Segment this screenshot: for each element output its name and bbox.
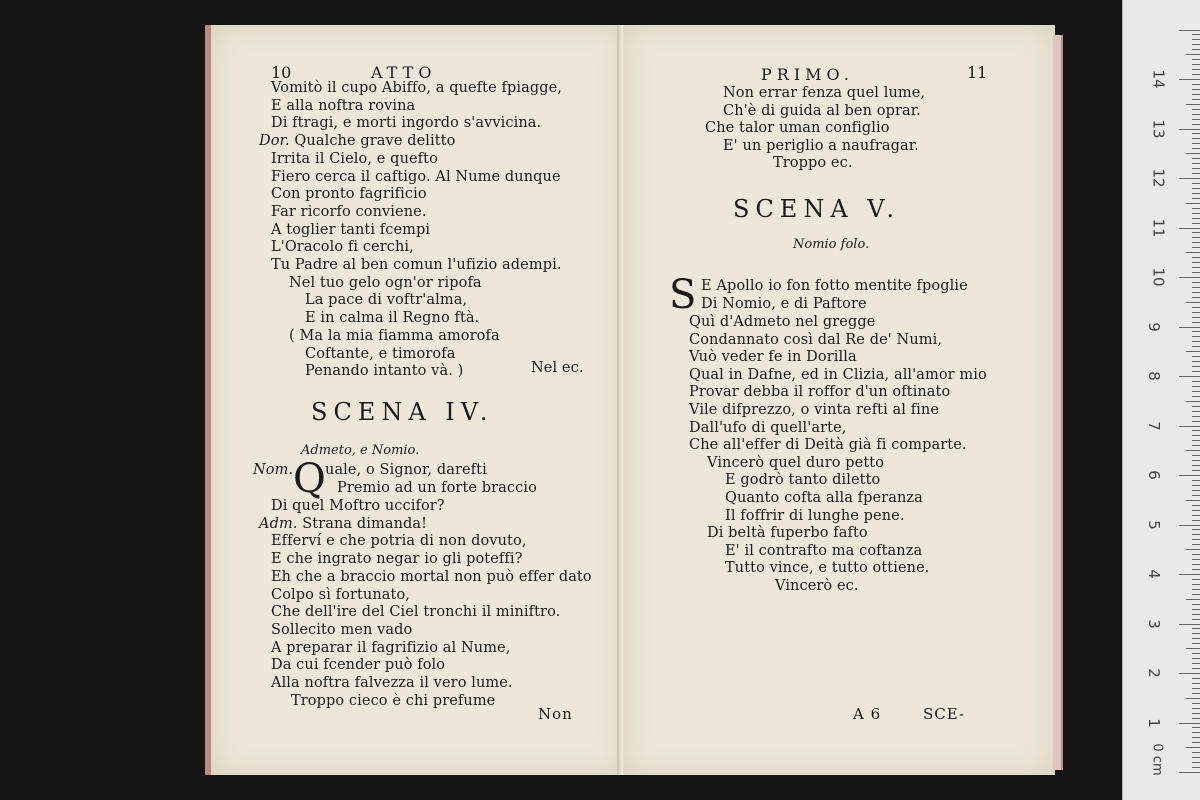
right-bottom-line [725,560,929,578]
verse-text: Quì d'Admeto nel gregge [689,314,876,330]
verse-text: Coftante, e timorofa [305,345,456,362]
ruler-tick [1192,752,1200,753]
verse-text: Di quel Moftro uccifor? [271,498,445,514]
verse-text: Provar debba il roffor d'un oftinato [689,384,951,401]
ruler-tick [1179,228,1200,229]
verse-text: Efferví e che potria di non dovuto, [271,533,527,550]
verse-text: Penando intanto và. ) [305,363,464,380]
ruler-tick [1192,445,1200,446]
left-bottom-line [271,657,445,675]
left-scena-title: SCENA IV. [311,398,494,426]
right-top-line [723,103,921,121]
ruler-tick [1192,34,1200,35]
ruler-tick [1192,163,1200,164]
ruler-tick [1192,391,1200,392]
ruler-tick [1192,346,1200,347]
right-characters: Nomio folo. [793,237,870,252]
left-top-line [271,257,562,275]
ruler-tick [1192,767,1200,768]
ruler-tick [1192,336,1200,337]
ruler-tick [1192,39,1200,40]
verse-text: E che ingrato negar io gli poteffi? [271,551,523,568]
ruler-tick [1192,287,1200,288]
ruler-tick [1192,430,1200,431]
left-bottom-line [271,587,410,605]
ruler-tick [1192,158,1200,159]
left-top-line [289,275,482,293]
ruler-tick [1192,470,1200,471]
ruler-tick [1192,663,1200,664]
ruler-tick [1192,604,1200,605]
ruler-tick [1179,129,1200,130]
ruler-tick [1192,292,1200,293]
left-page-number: 10 [271,63,292,82]
ruler-number: 3 [1144,618,1163,629]
ruler-tick [1186,302,1200,303]
left-bottom-line [271,533,527,551]
ruler-tick [1192,515,1200,516]
ruler-tick [1192,143,1200,144]
verse-text: Troppo cieco è chi prefume [291,692,496,709]
ruler-tick [1192,465,1200,466]
verse-text: Vincerò quel duro petto [707,454,885,471]
ruler-tick [1192,133,1200,134]
ruler-tick [1192,341,1200,342]
ruler-tick [1192,317,1200,318]
right-bottom-line [725,508,905,526]
ruler-tick [1192,421,1200,422]
left-top-line [305,346,455,364]
ruler-tick [1192,69,1200,70]
ruler-tick [1192,757,1200,758]
left-q-line1: uale, o Signor, darefti [325,462,487,478]
ruler-tick [1186,549,1200,550]
left-top-line [289,328,500,346]
verse-text: Vuò veder fe in Dorilla [689,349,857,366]
verse-text: Vomitò il cupo Abiffo, a quefte fpiagge, [271,80,562,96]
right-scena-title: SCENA V. [733,195,901,223]
ruler-number: 11 [1149,217,1168,238]
right-top-line [723,85,925,103]
right-top-line [723,138,919,156]
ruler-tick [1192,386,1200,387]
ruler-tick [1192,168,1200,169]
verse-text: Di beltà fuperbo fafto [707,525,868,542]
right-s-line1: E Apollo io fon fotto mentite fpoglie [701,278,968,294]
ruler-tick [1192,455,1200,456]
left-bottom-line [271,551,522,569]
ruler-tick [1186,54,1200,55]
left-characters: Admeto, e Nomio. [301,443,420,458]
left-bottom-line [271,640,510,658]
left-top-line [271,204,427,222]
ruler-tick [1192,99,1200,100]
ruler-number: 7 [1144,420,1163,431]
verse-text: A preparar il fagrifizio al Nume, [271,639,511,656]
ruler-tick [1192,322,1200,323]
verse-text: Colpo sì fortunato, [271,586,411,603]
ruler-tick [1192,138,1200,139]
ruler-tick [1192,619,1200,620]
ruler-tick [1186,698,1200,699]
ruler-tick [1192,94,1200,95]
verse-text: ( Ma la mia fiamma amorofa [289,327,500,344]
ruler-tick [1192,366,1200,367]
ruler-tick [1192,44,1200,45]
verse-text: Fiero cerca il caftigo. Al Nume dunque [271,168,561,185]
ruler-tick [1186,153,1200,154]
right-bottom-line [689,437,967,455]
ruler-tick [1192,381,1200,382]
verse-text: Che talor uman configlio [705,120,890,137]
left-top-line [271,239,414,257]
ruler-tick [1186,351,1200,352]
left-top-line [305,363,463,381]
verse-text: La pace di voftr'alma, [305,292,468,309]
verse-text: Da cui fcender può folo [271,657,446,674]
ruler-tick [1192,564,1200,565]
verse-text: E in calma il Regno ftà. [305,310,480,327]
ruler-tick [1192,544,1200,545]
ruler-tick [1192,371,1200,372]
right-page-header: PRIMO. [761,65,854,84]
left-bottom-line [271,498,445,516]
left-top-line [271,169,561,187]
verse-text: E alla noftra rovina [271,97,416,114]
ruler-tick [1192,534,1200,535]
ruler-tick [1179,475,1200,476]
ruler-tick [1192,49,1200,50]
ruler-tick [1192,683,1200,684]
ruler-tick [1179,30,1200,31]
ruler-tick [1192,213,1200,214]
left-top-line [271,98,415,116]
ruler-tick [1192,124,1200,125]
left-bottom-line [271,604,560,622]
left-top-line [271,80,562,98]
ruler-tick [1192,242,1200,243]
ruler-tick [1192,198,1200,199]
ruler-tick [1192,435,1200,436]
right-dropcap: S [669,272,697,318]
left-top-line [305,310,479,328]
ruler-tick [1192,188,1200,189]
ruler-number: 10 [1149,267,1168,287]
verse-text: Troppo ec. [773,155,853,172]
left-catchword: Non [538,705,573,723]
left-top-line [271,151,438,169]
ruler-tick [1179,624,1200,625]
ruler-tick [1192,638,1200,639]
right-page-number: 11 [967,63,988,82]
left-bottom-line [259,516,427,534]
ruler-tick [1179,525,1200,526]
ruler-tick [1179,426,1200,427]
ruler-tick [1186,500,1200,501]
left-speaker-nom: Nom. [253,462,294,478]
verse-text: Con pronto fagrificio [271,186,427,203]
ruler-tick [1192,609,1200,610]
ruler-tick [1192,307,1200,308]
ruler-tick [1186,401,1200,402]
ruler-tick [1192,579,1200,580]
ruler-tick [1192,361,1200,362]
ruler-tick [1192,569,1200,570]
verse-text: Qualche grave delitto [294,133,456,150]
speaker-label: Adm. [259,515,298,532]
ruler-tick [1192,119,1200,120]
ruler-tick [1192,653,1200,654]
verse-text: Far ricorfo conviene. [271,203,427,220]
ruler-tick [1192,520,1200,521]
ruler-tick [1192,64,1200,65]
ruler-tick [1179,673,1200,674]
verse-text: Tu Padre al ben comun l'ufizio adempi. [271,257,562,273]
ruler-tick [1192,237,1200,238]
left-bottom-line [271,569,592,587]
left-top-line [305,292,467,310]
ruler-tick [1186,599,1200,600]
left-page [205,25,626,775]
right-bottom-line [775,578,859,596]
ruler-tick [1192,440,1200,441]
ruler-tick [1192,356,1200,357]
verse-text: A toglier tanti fcempi [271,221,431,238]
ruler-tick [1192,708,1200,709]
verse-text: Che all'effer di Deità già fi comparte. [689,437,967,454]
ruler-tick [1192,505,1200,506]
verse-text: Irrita il Cielo, e quefto [271,150,438,167]
verse-text: Strana dimanda! [302,515,428,532]
right-bottom-line [725,543,922,561]
right-bottom-line [725,490,923,508]
ruler-tick [1192,267,1200,268]
ruler-number: 9 [1144,321,1163,332]
ruler-tick [1192,148,1200,149]
left-bottom-line [291,693,495,711]
ruler-tick [1179,376,1200,377]
ruler-tick [1179,178,1200,179]
ruler-tick [1192,218,1200,219]
right-bottom-line [689,367,987,385]
ruler-tick [1192,510,1200,511]
ruler-tick [1186,104,1200,105]
ruler-tick [1192,262,1200,263]
ruler-tick [1192,312,1200,313]
ruler-tick [1192,223,1200,224]
right-bottom-line [689,384,950,402]
ruler-tick [1192,183,1200,184]
ruler-unit-label: 0 cm [1149,743,1165,776]
ruler-tick [1186,747,1200,748]
ruler-tick [1192,208,1200,209]
ruler-number: 5 [1144,519,1163,530]
ruler-tick [1192,89,1200,90]
ruler-tick [1192,247,1200,248]
ruler-tick [1192,485,1200,486]
ruler-number: 2 [1144,668,1163,678]
ruler-tick [1192,84,1200,85]
ruler-tick [1192,297,1200,298]
ruler-tick [1192,658,1200,659]
verse-text: Alla noftra falvezza il vero lume. [271,675,513,691]
left-top-line [271,115,541,133]
verse-text: E' un periglio a naufragar. [723,137,919,154]
ruler-tick [1186,648,1200,649]
ruler-tick [1192,539,1200,540]
open-book [205,25,1060,775]
ruler-tick [1192,589,1200,590]
ruler-tick [1179,79,1200,80]
ruler-number: 6 [1144,470,1163,480]
ruler-tick [1192,173,1200,174]
left-top-line [271,186,427,204]
left-page-header: ATTO [371,63,437,82]
left-bottom-line [271,622,412,640]
ruler-tick [1192,411,1200,412]
ruler-tick [1192,416,1200,417]
left-bottom-line [271,675,513,693]
ruler-number: 8 [1144,371,1163,381]
ruler-tick [1192,693,1200,694]
ruler-tick [1192,633,1200,634]
verse-text: Tutto vince, e tutto ottiene. [725,560,930,577]
ruler-tick [1192,688,1200,689]
ruler-tick [1192,331,1200,332]
right-bottom-line [689,332,942,350]
ruler-tick [1192,718,1200,719]
ruler-tick [1192,490,1200,491]
verse-text: E' il contrafto ma coftanza [725,542,923,559]
ruler-tick [1192,480,1200,481]
ruler-tick [1192,594,1200,595]
ruler-tick [1192,737,1200,738]
ruler-tick [1192,272,1200,273]
ruler-tick [1192,396,1200,397]
verse-text: Ch'è di guida al ben oprar. [723,102,921,119]
ruler-tick [1192,495,1200,496]
ruler-tick [1192,114,1200,115]
ruler-tick [1192,668,1200,669]
ruler-tick [1192,109,1200,110]
page-edge [1053,35,1063,770]
right-bottom-line [707,525,868,543]
verse-text: Vincerò ec. [775,578,859,594]
left-top-line [259,133,455,151]
ruler-tick [1192,742,1200,743]
right-s-line2: Di Nomio, e di Paftore [701,296,867,312]
ruler-tick [1192,732,1200,733]
ruler-tick [1192,232,1200,233]
verse-text: Eh che a braccio mortal non può effer dato [271,568,592,585]
ruler-tick [1179,772,1200,773]
verse-text: Qual in Dafne, ed in Clizia, all'amor mio [689,366,987,383]
verse-text: E godrò tanto diletto [725,472,881,489]
right-page [623,25,1055,775]
ruler-tick [1192,59,1200,60]
right-bottom-line [707,455,884,473]
right-top-line [773,155,853,173]
verse-text: Sollecito men vado [271,621,413,638]
speaker-label: Dor. [259,133,290,150]
left-q-line2: Premio ad un forte braccio [337,480,537,496]
ruler-tick [1179,277,1200,278]
ruler-tick [1192,713,1200,714]
verse-text: Nel tuo gelo ogn'or ripofa [289,274,482,291]
ruler-tick [1192,193,1200,194]
ruler-tick [1192,727,1200,728]
ruler-tick [1192,460,1200,461]
ruler-tick [1192,614,1200,615]
verse-text: Non errar fenza quel lume, [723,85,926,101]
verse-text: Che dell'ire del Ciel tronchi il miniftro. [271,604,561,621]
verse-text: Condannato così dal Re de' Numi, [689,331,943,348]
ruler-number: 14 [1149,69,1168,89]
verse-text: Quanto cofta alla fperanza [725,490,923,506]
ruler-tick [1192,529,1200,530]
verse-text: Dall'ufo di quell'arte, [689,419,847,436]
ruler-tick [1192,762,1200,763]
ruler-tick [1192,282,1200,283]
verse-text: Vile difprezzo, o vinta refti al fine [689,402,940,418]
right-top-line [705,120,890,138]
ruler-tick [1192,643,1200,644]
ruler-tick [1186,252,1200,253]
right-signature: A 6 [853,705,882,723]
ruler-tick [1192,257,1200,258]
ruler-tick [1186,450,1200,451]
ruler-tick [1192,559,1200,560]
ruler-number: 13 [1149,118,1168,139]
right-bottom-line [689,402,939,420]
ruler-number: 1 [1144,717,1163,728]
ruler-tick [1179,327,1200,328]
ruler-tick [1192,628,1200,629]
left-top-line [271,222,430,240]
ruler-tick [1192,406,1200,407]
ruler-tick [1192,678,1200,679]
left-nel-ec: Nel ec. [531,360,584,376]
right-catchword: SCE- [923,705,966,723]
right-bottom-line [689,420,846,438]
ruler-tick [1192,74,1200,75]
verse-text: L'Oracolo fi cerchi, [271,239,414,256]
measuring-ruler [1122,0,1200,800]
ruler-tick [1192,703,1200,704]
right-bottom-line [689,314,875,332]
ruler-number: 12 [1149,168,1168,188]
ruler-tick [1192,554,1200,555]
ruler-number: 4 [1144,569,1163,579]
right-bottom-line [689,349,857,367]
ruler-tick [1179,723,1200,724]
left-dropcap: Q [293,456,326,502]
right-bottom-line [725,472,880,490]
verse-text: Di ftragi, e morti ingordo s'avvicina. [271,115,542,132]
ruler-tick [1192,584,1200,585]
ruler-tick [1179,574,1200,575]
verse-text: Il foffrir di lunghe pene. [725,507,905,524]
ruler-tick [1186,203,1200,204]
